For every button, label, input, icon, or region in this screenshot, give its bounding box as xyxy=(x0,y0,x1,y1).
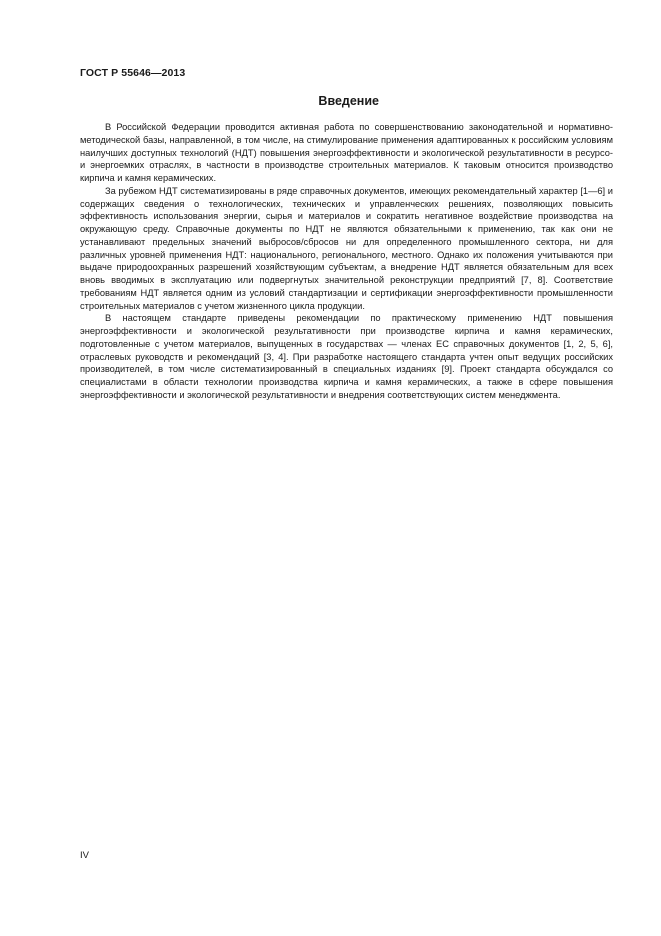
document-id-header: ГОСТ Р 55646—2013 xyxy=(80,67,186,79)
paragraph: В настоящем стандарте приведены рекомендации по практическому применению НДТ повышения энергоэффективности и экологической результативности при производстве кирпича и камня керамических, подготовленные с учетом материалов, выпущенных в государствах — членах ЕС справочных документов [1, 2, 5, 6], отраслевых руководств и рекомендаций [3, 4]. При разработке настоящего стандарта учтен опыт ведущих российских производителей, в том числе систематизированный в специальных изданиях [9]. Проект стандарта обсуждался со специалистами в области технологии производства кирпича и камня керамических, а также в сфере повышения энергоэффективности и экологической результативности и внедрения соответствующих систем менеджмента. xyxy=(80,313,613,400)
body-text xyxy=(80,121,613,402)
section-title: Введение xyxy=(318,94,379,108)
paragraph: За рубежом НДТ систематизированы в ряде справочных документов, имеющих рекомендательный характер [1—6] и содержащих сведения о технологических, технических и управленческих решениях, позволяющих повысить эффективность использования энергии, сырья и материалов и сократить негативное воздействие производства на окружающую среду. Справочные документы по НДТ не являются обязательными к применению, так как они не устанавливают предельных значений выбросов/сбросов ни для определенного промышленного сектора, ни для различных уровней применения НДТ: национального, регионального, местного. Однако их положения учитываются при выдаче природоохранных разрешений хозяйствующим субъектам, а внедрение НДТ является обязательным для всех вновь вводимых в эксплуатацию или подвергнутых значительной реконструкции предприятий [7, 8]. Соответствие требованиям НДТ является одним из условий стандартизации и сертификации энергоэффективности промышленности строительных материалов с учетом жизненного цикла продукции. xyxy=(80,185,613,311)
page-number: IV xyxy=(80,850,89,861)
paragraph: В Российской Федерации проводится активная работа по совершенствованию законодательной и нормативно-методической базы, направленной, в том числе, на стимулирование применения адаптированных к российским условиям наилучших доступных технологий (НДТ) повышения энергоэффективности и экологической результативности в ресурсо- и энергоемких отраслях, в частности в производстве строительных материалов. К таковым относится производство кирпича и камня керамических. xyxy=(80,122,613,183)
